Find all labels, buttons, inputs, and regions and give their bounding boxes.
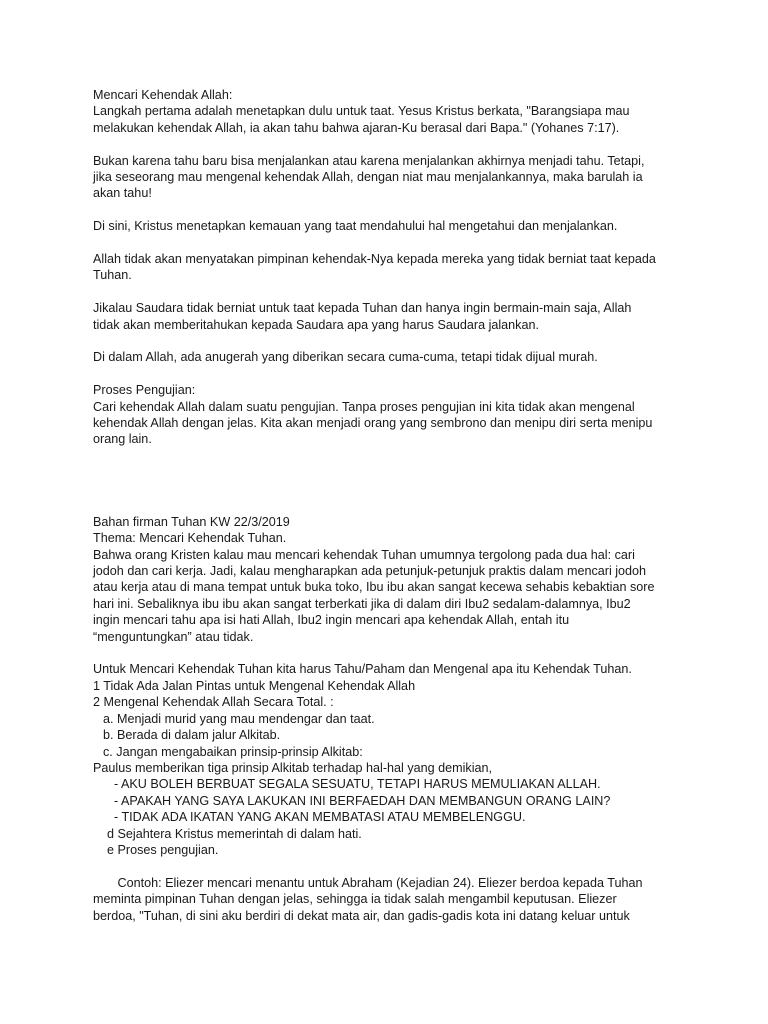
text-line: akan tahu! — [93, 186, 152, 201]
document-page — [93, 87, 693, 924]
text-line: Contoh: Eliezer mencari menantu untuk Abraham (Kejadian 24). Eliezer berdoa kepada Tuhan — [93, 875, 643, 890]
text-line: kehendak Allah dengan jelas. Kita akan menjadi orang yang sembrono dan menipu diri serta menipu — [93, 416, 653, 431]
theme-line: Thema: Mencari Kehendak Tuhan. — [93, 531, 287, 546]
text-line: melakukan kehendak Allah, ia akan tahu bahwa ajaran-Ku berasal dari Bapa." (Yohanes 7:17). — [93, 120, 620, 135]
text-line: Di sini, Kristus menetapkan kemauan yang taat mendahului hal mengetahui dan menjalankan. — [93, 219, 618, 234]
list-subitem-a: a. Menjadi murid yang mau mendengar dan taat. — [103, 711, 375, 726]
text-line: berdoa, "Tuhan, di sini aku berdiri di dekat mata air, dan gadis-gadis kota ini datang keluar untuk — [93, 908, 630, 923]
section-heading-mencari: Mencari Kehendak Allah: — [93, 88, 233, 102]
text-line: jodoh dan cari kerja. Jadi, kalau mengharapkan ada petunjuk-petunjuk praktis dalam mencari jodoh — [93, 564, 647, 579]
list-subitem-d: d Sejahtera Kristus memerintah di dalam hati. — [107, 826, 362, 841]
principle-item: - TIDAK ADA IKATAN YANG AKAN MEMBATASI ATAU MEMBELENGGU. — [114, 810, 526, 825]
list-subitem-e: e Proses pengujian. — [107, 842, 219, 857]
text-line: “menguntungkan” atau tidak. — [93, 629, 254, 644]
text-line: hari ini. Sebaliknya ibu ibu akan sangat terberkati jika di dalam diri Ibu2 sedalam-dalamnya, Ibu2 — [93, 596, 631, 611]
text-line: Bukan karena tahu baru bisa menjalankan atau karena menjalankan akhirnya menjadi tahu. Tetapi, — [93, 153, 645, 168]
list-item-1: 1 Tidak Ada Jalan Pintas untuk Mengenal Kehendak Allah — [93, 678, 416, 693]
list-subitem-b: b. Berada di dalam jalur Alkitab. — [103, 728, 281, 743]
text-line: Langkah pertama adalah menetapkan dulu untuk taat. Yesus Kristus berkata, "Barangsiapa mau — [93, 104, 630, 119]
list-subitem-c: c. Jangan mengabaikan prinsip-prinsip Alkitab: — [103, 744, 363, 759]
lead-line: Untuk Mencari Kehendak Tuhan kita harus Tahu/Paham dan Mengenal apa itu Kehendak Tuhan. — [93, 662, 632, 677]
list-item-2: 2 Mengenal Kehendak Allah Secara Total. : — [93, 695, 334, 710]
text-line: ingin mencari tahu apa isi hati Allah, Ibu2 ingin mencari apa kehendak Allah, entah itu — [93, 613, 570, 628]
text-line: Tuhan. — [93, 268, 132, 283]
principle-item: - AKU BOLEH BERBUAT SEGALA SESUATU, TETAPI HARUS MEMULIAKAN ALLAH. — [114, 777, 601, 792]
text-line: meminta pimpinan Tuhan dengan jelas, sehingga ia tidak salah mengambil keputusan. Eliezer — [93, 892, 617, 907]
text-line: Di dalam Allah, ada anugerah yang diberikan secara cuma-cuma, tetapi tidak dijual murah. — [93, 350, 598, 365]
principle-item: - APAKAH YANG SAYA LAKUKAN INI BERFAEDAH DAN MEMBANGUN ORANG LAIN? — [114, 793, 611, 808]
text-line: jika seseorang mau mengenal kehendak Allah, dengan niat mau menjalankannya, maka barulah ia — [93, 170, 643, 185]
text-line: tidak akan memberitahukan kepada Saudara apa yang harus Saudara jalankan. — [93, 317, 539, 332]
text-line: Bahwa orang Kristen kalau mau mencari kehendak Tuhan umumnya tergolong pada dua hal: cari — [93, 547, 635, 562]
text-line: orang lain. — [93, 432, 152, 447]
text-line: Jikalau Saudara tidak berniat untuk taat kepada Tuhan dan hanya ingin bermain-main saja, Allah — [93, 301, 632, 316]
text-line: Allah tidak akan menyatakan pimpinan kehendak-Nya kepada mereka yang tidak berniat taat kepada — [93, 252, 656, 267]
section-heading-pengujian: Proses Pengujian: — [93, 383, 196, 398]
text-line: Paulus memberikan tiga prinsip Alkitab terhadap hal-hal yang demikian, — [93, 760, 493, 775]
text-line: atau kerja atau di mana tempat untuk buka toko, Ibu ibu akan sangat kecewa sehabis kebaktian sore — [93, 580, 655, 595]
text-line: Cari kehendak Allah dalam suatu pengujian. Tanpa proses pengujian ini kita tidak akan mengenal — [93, 399, 635, 414]
source-line: Bahan firman Tuhan KW 22/3/2019 — [93, 514, 290, 529]
